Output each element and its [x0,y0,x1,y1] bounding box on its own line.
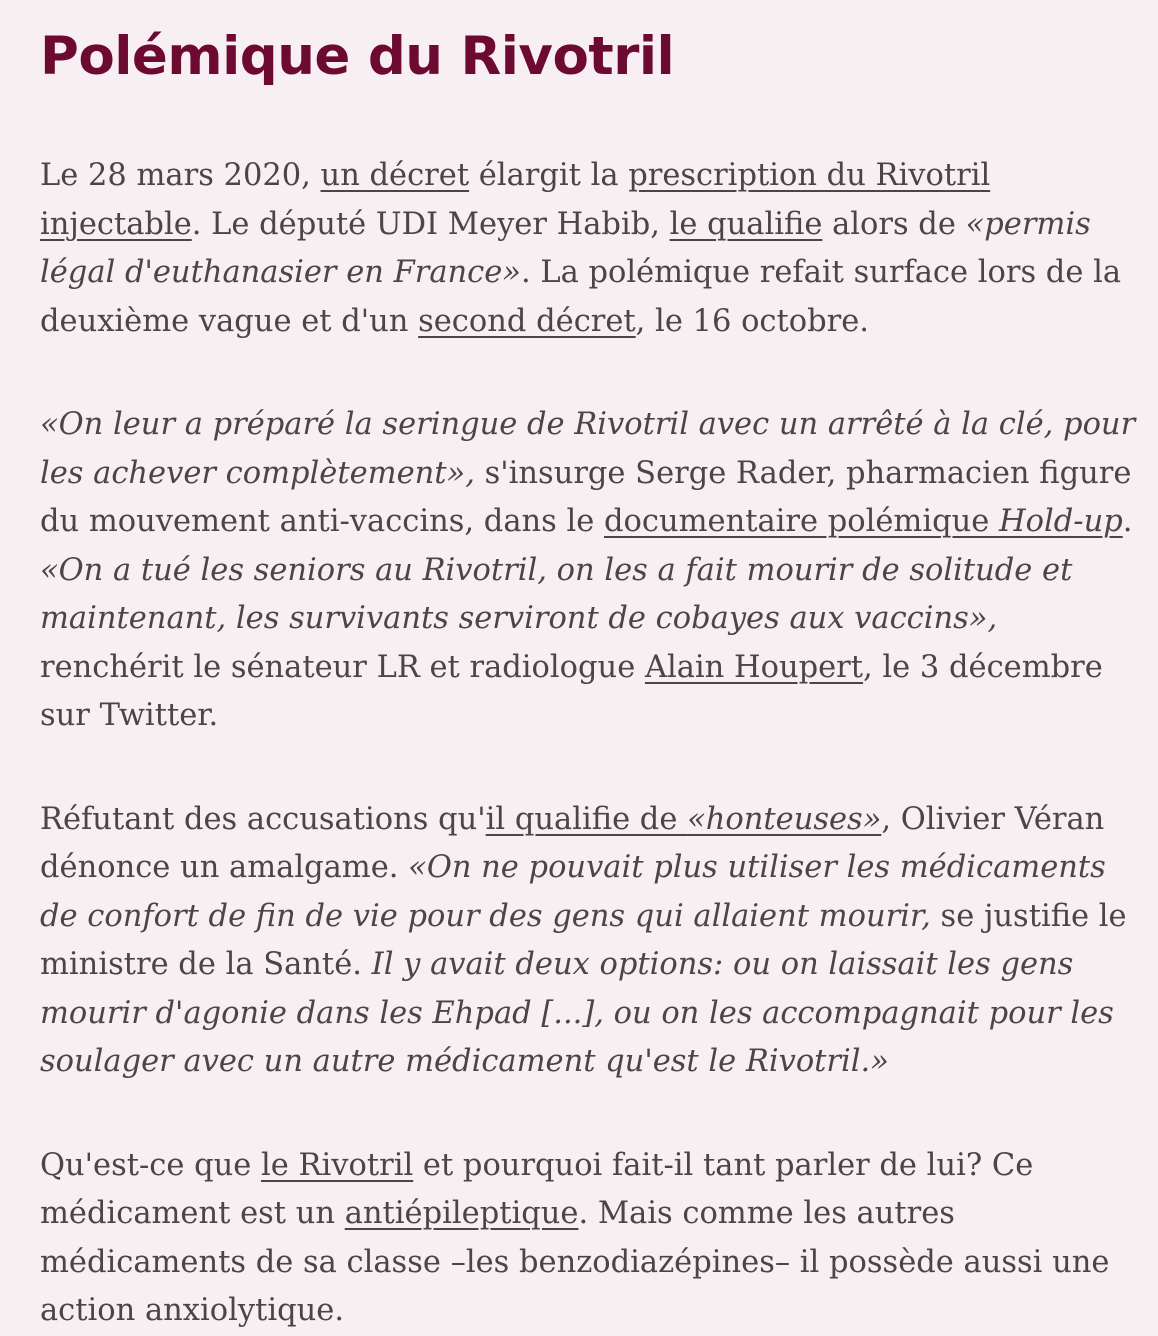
text: Le 28 mars 2020, [40,158,321,193]
text: renchérit le sénateur LR et radiologue [40,649,645,685]
quote-veran-1: «On ne pouvait plus utiliser les médicaments de confort de fin de vie pour des gens qui allaient mourir, [40,850,1106,934]
article-section-title: Polémique du Rivotril [40,26,675,87]
text: alors de [822,206,966,242]
text: se justifie le ministre de la Santé. [40,898,1127,982]
text: , Olivier Véran dénonce un amalgame. [40,801,1105,885]
text: et pourquoi fait-il tant parler de lui? Ce médicament est un [40,1147,1034,1231]
link-text-quote: «honteuses» [687,801,882,837]
text: . Le député UDI Meyer Habib, [191,206,670,242]
paragraph-accusations [40,401,1140,741]
paragraph-decree [40,152,1140,346]
link-le-qualifie[interactable]: le qualifie [669,206,823,242]
quote-veran-2: Il y avait deux options: ou on laissait les gens mourir d'agonie dans les Ehpad [...], ou on les accompagnait pour les soulager avec un autre médicament qu'est le Rivotril.» [40,947,1114,1079]
link-text-title: Hold-up [999,504,1123,539]
link-antiepileptique[interactable]: antiépileptique [344,1196,579,1231]
link-il-qualifie-honteuses[interactable] [486,802,882,837]
link-un-decret[interactable]: un décret [320,158,470,193]
text: Réfutant des accusations qu' [40,801,486,837]
link-text: documentaire polémique [604,504,1000,539]
text: s'insurge Serge Rader, pharmacien figure du mouvement anti-vaccins, dans le [40,455,1132,539]
link-second-decret[interactable]: second décret [418,303,636,339]
link-documentaire-hold-up[interactable] [604,504,1123,539]
text: élargit la [469,158,629,193]
text: , le 16 octobre. [635,303,869,339]
text: . Mais comme les autres médicaments de sa classe –les benzodiazépines– il possède aussi une action anxiolytique. [40,1196,1110,1328]
link-text: il qualifie de [485,801,688,837]
link-alain-houpert[interactable]: Alain Houpert [644,649,864,685]
link-prescription-rivotril[interactable]: prescription du Rivotril injectable [40,158,991,242]
quote-permis-legal: «permis légal d'euthanasier en France» [40,206,1091,290]
quote-serge-rader: «On leur a préparé la seringue de Rivotril avec un arrêté à la clé, pour les achever complètement», [40,407,1136,491]
text: Qu'est-ce que [40,1147,262,1183]
paragraph-veran [40,796,1140,1087]
quote-senateur: «On a tué les seniors au Rivotril, on les a fait mourir de solitude et maintenant, les survivants serviront de cobayes aux vaccins», [40,552,1073,636]
text: . La polémique refait surface lors de la deuxième vague et d'un [40,255,1122,339]
text: . [1122,504,1133,539]
text: , le 3 décembre sur Twitter. [40,649,1103,733]
link-le-rivotril[interactable]: le Rivotril [261,1147,414,1183]
paragraph-rivotril-definition [40,1142,1140,1336]
